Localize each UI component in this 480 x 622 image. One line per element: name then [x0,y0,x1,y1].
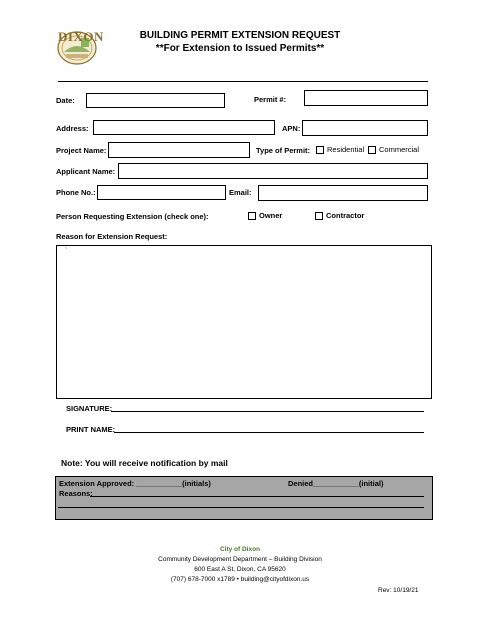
signature-label: SIGNATURE: [66,404,113,413]
date-field[interactable] [86,93,225,108]
project-name-field[interactable] [108,142,250,158]
reasons-line-2[interactable] [58,507,424,508]
footer-contact: (707) 678-7000 x1789 • building@cityofdixon.us [170,576,310,583]
revision-date: Rev: 10/19/21 [378,587,419,594]
owner-option[interactable] [248,211,282,220]
owner-label: Owner [259,211,283,220]
contractor-checkbox[interactable] [315,212,323,220]
footer-address: 600 East A St, Dixon, CA 95620 [194,566,286,573]
applicant-name-field[interactable] [118,163,428,179]
residential-label: Residential [327,145,365,154]
logo-text: DIXON [58,29,104,44]
apn-field[interactable] [302,120,428,136]
form-subtitle: **For Extension to Issued Permits** [155,43,325,54]
reasons-line-1[interactable] [90,496,424,497]
residential-option[interactable] [316,145,364,154]
address-label: Address: [56,124,89,133]
residential-checkbox[interactable] [316,146,324,154]
reasons-label: Reasons: [59,489,93,498]
apn-label: APN: [282,124,301,133]
reason-text: ` [65,248,68,255]
requester-label: Person Requesting Extension (check one): [56,212,209,221]
footer-city: City of Dixon [219,546,261,553]
phone-label: Phone No.: [56,188,96,197]
reason-textarea[interactable] [56,245,432,399]
commercial-checkbox[interactable] [368,146,376,154]
commercial-label: Commercial [379,145,420,154]
footer-department: Community Development Department – Building Division [158,556,322,563]
contractor-option[interactable] [315,211,364,220]
phone-field[interactable] [97,185,226,200]
form-title: BUILDING PERMIT EXTENSION REQUEST [139,30,341,41]
email-field[interactable] [258,185,428,201]
project-name-label: Project Name: [56,146,107,155]
notification-note: Note: You will receive notification by mail [61,458,228,468]
email-label: Email: [229,188,252,197]
commercial-option[interactable] [368,145,419,154]
reason-label: Reason for Extension Request: [56,232,168,241]
applicant-name-label: Applicant Name: [56,167,116,176]
office-use-box [55,476,433,520]
address-field[interactable] [93,120,275,135]
signature-line[interactable] [111,411,424,412]
permit-number-label: Permit #: [254,95,287,104]
date-label: Date: [56,96,75,105]
contractor-label: Contractor [326,211,365,220]
print-name-line[interactable] [114,432,424,433]
permit-number-field[interactable] [304,90,428,106]
denied-label: Denied___________(initial) [288,479,384,488]
header-divider [58,81,428,82]
permit-type-label: Type of Permit: [256,146,311,155]
extension-approved-label: Extension Approved: ___________(initials) [59,479,211,488]
print-name-label: PRINT NAME: [66,425,116,434]
owner-checkbox[interactable] [248,212,256,220]
